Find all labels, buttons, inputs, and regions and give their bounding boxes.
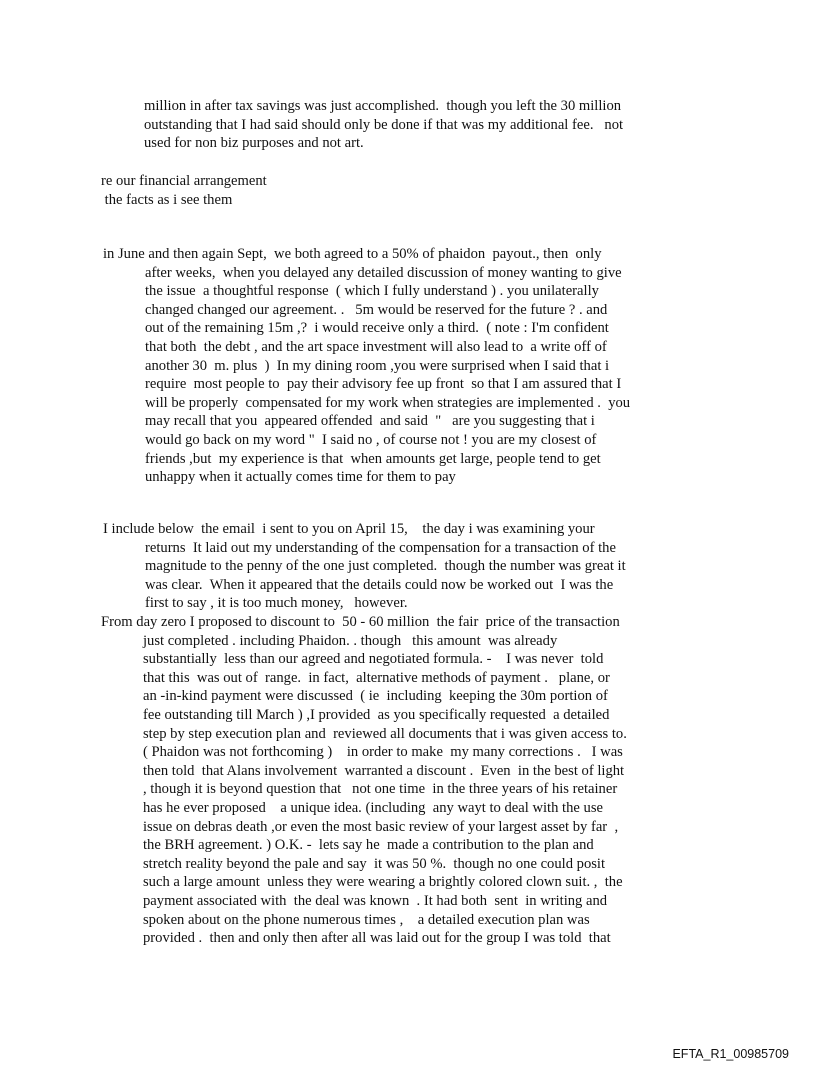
text-line: unhappy when it actually comes time for them to pay [145, 469, 456, 486]
text-line: fee outstanding till March ) ,I provided as you specifically requested a detailed [143, 706, 610, 723]
paragraph-april-email [103, 520, 626, 613]
text-line: , though it is beyond question that not one time in the three years of his retainer [143, 781, 618, 798]
text-line: outstanding that I had said should only be done if that was my additional fee. not [144, 116, 624, 133]
text-line: an -in-kind payment were discussed ( ie including keeping the 30m portion of [143, 688, 608, 705]
text-line: will be properly compensated for my work when strategies are implemented . you [145, 394, 631, 411]
text-line: changed changed our agreement. . 5m would be reserved for the future ? . and [145, 301, 608, 318]
text-line: re our financial arrangement [101, 173, 267, 189]
paragraph-tax-savings [144, 97, 623, 153]
text-line: spoken about on the phone numerous times , a detailed execution plan was [143, 911, 590, 928]
text-line: then told that Alans involvement warranted a discount . Even in the best of light [143, 762, 625, 779]
text-line: million in after tax savings was just accomplished. though you left the 30 million [144, 98, 622, 114]
text-line: stretch reality beyond the pale and say it was 50 %. though no one could posit [143, 855, 606, 872]
text-line: that both the debt , and the art space investment will also lead to a write off of [145, 338, 607, 355]
text-line: the BRH agreement. ) O.K. - lets say he made a contribution to the plan and [143, 837, 594, 854]
text-line: first to say , it is too much money, however. [145, 595, 408, 612]
text-line: ( Phaidon was not forthcoming ) in order to make my many corrections . I was [143, 744, 623, 761]
text-line: out of the remaining 15m ,? i would receive only a third. ( note : I'm confident [145, 320, 609, 337]
text-line: may recall that you appeared offended and said " are you suggesting that i [145, 413, 595, 430]
text-line: issue on debras death ,or even the most basic review of your largest asset by far , [143, 818, 619, 835]
paragraph-heading-financial-arrangement [101, 172, 267, 209]
paragraph-day-zero [101, 613, 627, 948]
text-line: would go back on my word " I said no , of course not ! you are my closest of [145, 431, 597, 448]
text-line: the facts as i see them [101, 191, 233, 208]
text-line: payment associated with the deal was known . It had both sent in writing and [143, 892, 608, 909]
text-line: From day zero I proposed to discount to 50 - 60 million the fair price of the transaction [101, 614, 620, 630]
text-line: friends ,but my experience is that when amounts get large, people tend to get [145, 450, 601, 467]
text-line: was clear. When it appeared that the details could now be worked out I was the [145, 576, 614, 593]
text-line: has he ever proposed a unique idea. (including any wayt to deal with the use [143, 799, 603, 816]
text-line: the issue a thoughtful response ( which I fully understand ) . you unilaterally [145, 283, 599, 300]
text-line: require most people to pay their advisory fee up front so that I am assured that I [145, 376, 622, 393]
text-line: in June and then again Sept, we both agreed to a 50% of phaidon payout., then only [103, 246, 602, 262]
text-line: that this was out of range. in fact, alternative methods of payment . plane, or [143, 669, 610, 686]
text-line: provided . then and only then after all was laid out for the group I was told that [143, 930, 611, 947]
text-line: just completed . including Phaidon. . though this amount was already [143, 632, 558, 649]
document-id-footer: EFTA_R1_00985709 [672, 1047, 789, 1061]
text-line: used for non biz purposes and not art. [144, 135, 364, 152]
text-line: returns It laid out my understanding of the compensation for a transaction of the [145, 539, 616, 556]
paragraph-june-september [103, 245, 630, 487]
text-line: magnitude to the penny of the one just completed. though the number was great it [145, 558, 626, 575]
text-line: after weeks, when you delayed any detailed discussion of money wanting to give [145, 264, 622, 281]
text-line: such a large amount unless they were wearing a brightly colored clown suit. , the [143, 874, 623, 891]
text-line: another 30 m. plus ) In my dining room ,you were surprised when I said that i [145, 357, 610, 374]
text-line: substantially less than our agreed and negotiated formula. - I was never told [143, 651, 604, 668]
text-line: I include below the email i sent to you on April 15, the day i was examining your [103, 521, 595, 537]
text-line: step by step execution plan and reviewed all documents that i was given access to. [143, 725, 627, 742]
